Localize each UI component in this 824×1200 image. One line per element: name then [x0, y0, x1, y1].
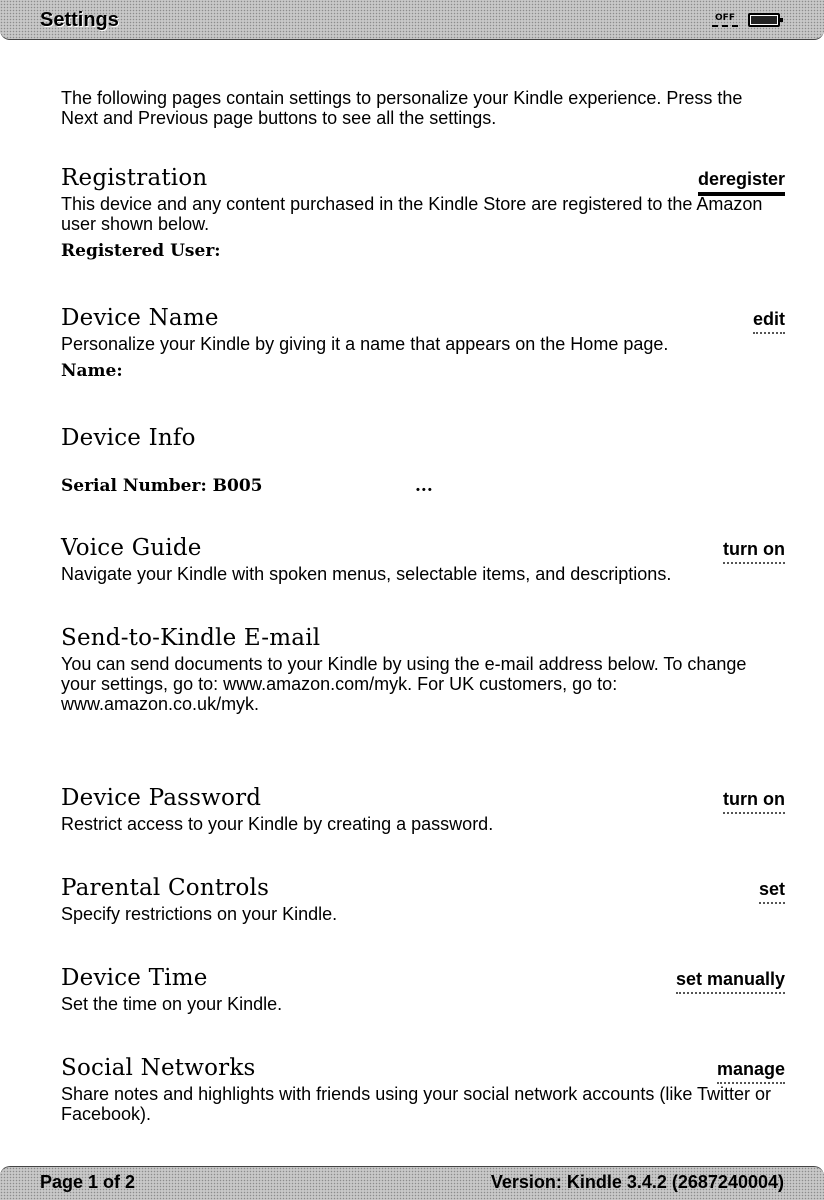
title-bar: [0, 0, 824, 40]
section-social-networks: [61, 1054, 785, 1124]
section-description: Restrict access to your Kindle by creating a password.: [61, 814, 494, 834]
status-bar: [0, 1166, 824, 1200]
section-title: Device Time: [61, 965, 208, 991]
section-device-time: [61, 964, 785, 1014]
section-description: Share notes and highlights with friends using your social network accounts (like Twitter or Facebook).: [61, 1084, 772, 1124]
section-title: Parental Controls: [61, 875, 270, 901]
section-title: Device Info: [61, 425, 196, 451]
serial-number-row: [61, 476, 785, 500]
serial-ellipsis: ...: [415, 476, 433, 496]
section-parental-controls: [61, 874, 785, 924]
page-indicator: Page 1 of 2: [40, 1172, 136, 1192]
section-device-name: [61, 304, 785, 382]
section-description: You can send documents to your Kindle by using the e-mail address below. To change your settings, go to: www.amazon.com/myk. For UK customers, go to: www.amazon.co.uk/myk.: [61, 654, 747, 714]
edit-button[interactable]: edit: [753, 308, 785, 334]
section-description: Navigate your Kindle with spoken menus, selectable items, and descriptions.: [61, 564, 672, 584]
section-device-password: [61, 784, 785, 834]
battery-icon: [748, 13, 780, 27]
parental-controls-set-button[interactable]: set: [759, 878, 785, 904]
section-title: Device Name: [61, 305, 219, 331]
name-label: Name:: [61, 361, 123, 381]
registered-user-label: Registered User:: [61, 241, 221, 261]
section-title: Send-to-Kindle E-mail: [61, 625, 321, 651]
section-title: Registration: [61, 165, 208, 191]
voice-guide-turn-on-button[interactable]: turn on: [723, 538, 785, 564]
section-description: Personalize your Kindle by giving it a name that appears on the Home page.: [61, 334, 669, 354]
deregister-button[interactable]: deregister: [698, 168, 785, 196]
set-manually-button[interactable]: set manually: [676, 968, 785, 994]
manage-button[interactable]: manage: [717, 1058, 785, 1084]
section-description: This device and any content purchased in the Kindle Store are registered to the Amazon user shown below.: [61, 194, 763, 234]
serial-number: Serial Number: B005: [61, 476, 263, 496]
section-description: Set the time on your Kindle.: [61, 994, 283, 1014]
device-password-turn-on-button[interactable]: turn on: [723, 788, 785, 814]
section-device-info: [61, 424, 785, 500]
version-info: Version: Kindle 3.4.2 (2687240004): [490, 1172, 784, 1192]
section-registration: [61, 164, 785, 262]
section-title: Device Password: [61, 785, 262, 811]
intro-text: The following pages contain settings to personalize your Kindle experience. Press the Next and Previous page buttons to see all the settings.: [61, 88, 743, 128]
section-title: Social Networks: [61, 1055, 256, 1081]
wireless-off-icon: OFF: [712, 13, 738, 27]
section-title: Voice Guide: [61, 535, 202, 561]
section-send-to-kindle: [61, 624, 785, 714]
section-description: Specify restrictions on your Kindle.: [61, 904, 338, 924]
page-title: Settings: [40, 9, 119, 31]
section-voice-guide: [61, 534, 785, 584]
